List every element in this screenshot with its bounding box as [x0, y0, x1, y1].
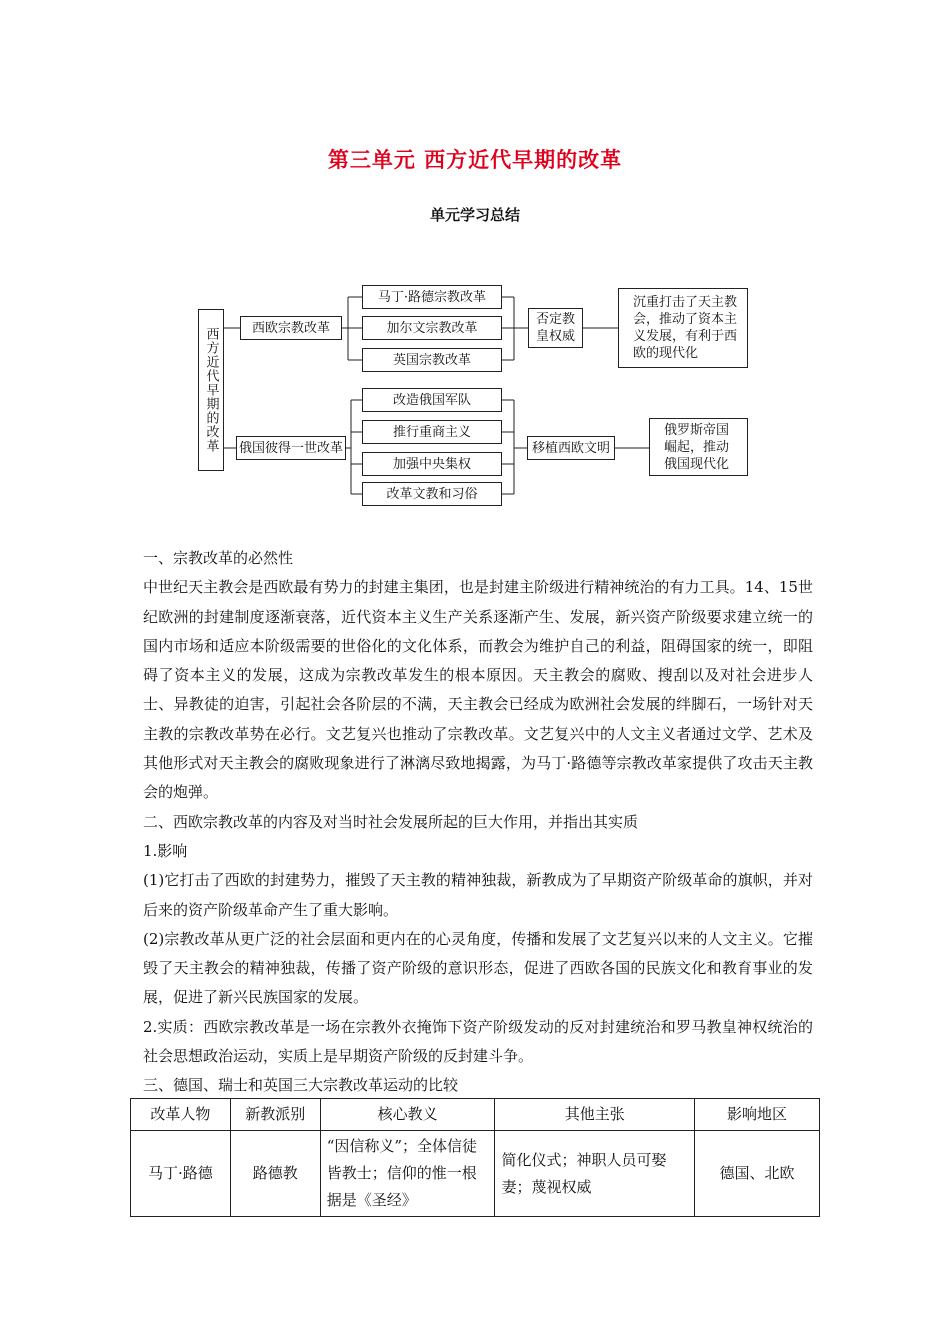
- paragraph-impact-2: (2)宗教改革从更广泛的社会层面和更内在的心灵角度，传播和发展了文艺复兴以来的人文主义。它摧毁了天主教会的精神独裁，传播了资产阶级的意识形态，促进了西欧各国的民族文化和教育事业的发展，促进了新兴民族国家的发展。: [143, 929, 813, 1007]
- diagram-root-box: 西方近代早期的改革: [198, 309, 224, 471]
- table-header: 新教派别: [230, 1099, 320, 1131]
- army-reform-box: 改造俄国军队: [362, 388, 502, 412]
- transplant-west-box: 移植西欧文明: [527, 436, 615, 460]
- paragraph-impact-1: (1)它打击了西欧的封建势力，摧毁了天主教的精神独裁，新教成为了早期资产阶级革命的旗帜，并对后来的资产阶级革命产生了重大影响。: [143, 871, 813, 919]
- sub-heading-impact: 1.影响: [143, 841, 188, 860]
- paragraph-1: 中世纪天主教会是西欧最有势力的封建主集团，也是封建主阶级进行精神统治的有力工具。14、15世纪欧洲的封建制度逐渐衰落，近代资本主义生产关系逐渐产生、发展，新兴资产阶级要求建立统一的国内市场和适应本阶级需要的世俗化的文化体系，而教会为维护自己的利益，阻碍国家的统一，即阻碍了资本主义的发展，这成为宗教改革发生的根本原因。天主教会的腐败、搜刮以及对社会进步人士、异教徒的迫害，引起社会各阶层的不满，天主教会已经成为欧洲社会发展的绊脚石，一场针对天主教的宗教改革势在必行。文艺复兴也推动了宗教改革。文艺复兴中的人文主义者通过文学、艺术及其他形式对天主教会的腐败现象进行了淋漓尽致地揭露，为马丁·路德等宗教改革家提供了攻击天主教会的炮弹。: [143, 578, 813, 802]
- table-header: 影响地区: [695, 1099, 820, 1131]
- russia-reform-box: 俄国彼得一世改革: [236, 436, 346, 460]
- calvin-reform-box: 加尔文宗教改革: [362, 316, 502, 340]
- deny-papal-authority-box: 否定教皇权威: [528, 308, 583, 348]
- culture-customs-box: 改革文教和习俗: [362, 482, 502, 506]
- section-heading-1: 一、宗教改革的必然性: [143, 549, 294, 567]
- section-heading-2: 二、西欧宗教改革的内容及对当时社会发展所起的巨大作用，并指出其实质: [143, 812, 639, 831]
- comparison-table: [130, 1098, 820, 1217]
- table-header-row: [131, 1099, 820, 1131]
- west-reform-box: 西欧宗教改革: [240, 316, 342, 340]
- english-reform-box: 英国宗教改革: [362, 348, 502, 372]
- west-result-box: 沉重打击了天主教会，推动了资本主义发展，有利于西欧的现代化: [618, 288, 748, 368]
- page-subtitle: 单元学习总结: [429, 206, 520, 224]
- centralization-box: 加强中央集权: [362, 452, 502, 476]
- table-header: 改革人物: [131, 1099, 231, 1131]
- table-cell: 简化仪式；神职人员可娶妻；蔑视权威: [495, 1131, 695, 1217]
- table-row: [131, 1131, 820, 1217]
- table-cell: “因信称义”；全体信徒皆教士；信仰的惟一根据是《圣经》: [320, 1131, 495, 1217]
- article-body: [143, 544, 813, 1101]
- page-title: 第三单元 西方近代早期的改革: [327, 147, 623, 172]
- russia-result-box: 俄罗斯帝国崛起，推动俄国现代化: [649, 418, 748, 476]
- paragraph-essence: 2.实质：西欧宗教改革是一场在宗教外衣掩饰下资产阶级发动的反对封建统治和罗马教皇神权统治的社会思想政治运动，实质上是早期资产阶级的反封建斗争。: [143, 1017, 813, 1066]
- mercantilism-box: 推行重商主义: [362, 420, 502, 444]
- section-heading-3: 三、德国、瑞士和英国三大宗教改革运动的比较: [143, 1076, 459, 1095]
- table-cell: 路德教: [230, 1131, 320, 1217]
- luther-reform-box: 马丁·路德宗教改革: [362, 285, 502, 309]
- table-header: 其他主张: [495, 1099, 695, 1131]
- table-cell: 德国、北欧: [695, 1131, 820, 1217]
- table-cell: 马丁·路德: [131, 1131, 231, 1217]
- table-header: 核心教义: [320, 1099, 495, 1131]
